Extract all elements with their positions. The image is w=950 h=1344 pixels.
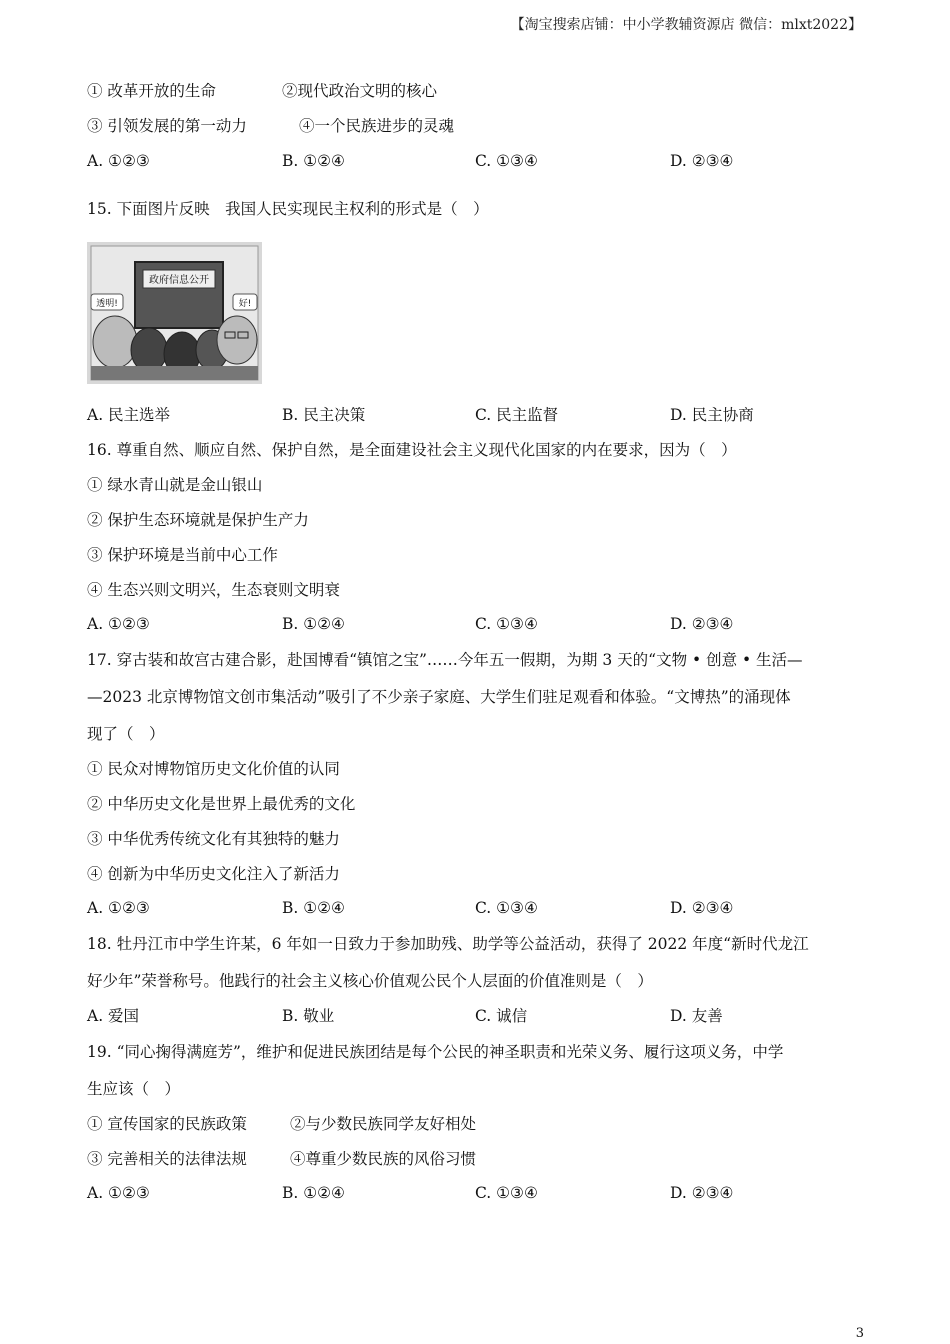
q14-item-3: ③ 引领发展的第一动力	[87, 117, 247, 135]
q14-item-1: ① 改革开放的生命	[87, 82, 216, 100]
q16-option-b[interactable]: B. ①②④	[282, 615, 345, 633]
q15-option-c[interactable]: C. 民主监督	[475, 406, 559, 424]
q19-item-row-2	[87, 1150, 477, 1168]
q16-stem: 16. 尊重自然、顺应自然、保护自然，是全面建设社会主义现代化国家的内在要求，因为（ ）	[87, 441, 737, 459]
q18-option-b[interactable]: B. 敬业	[282, 1007, 335, 1025]
q16-option-c[interactable]: C. ①③④	[475, 615, 538, 633]
q15-option-a[interactable]: A. 民主选举	[87, 406, 171, 424]
q19-item-2: ②与少数民族同学友好相处	[290, 1115, 477, 1133]
q14-item-row-1	[87, 82, 438, 100]
page-header: 【淘宝搜索店铺：中小学教辅资源店 微信：mlxt2022】	[510, 17, 862, 33]
q19-item-row-1	[87, 1115, 477, 1133]
q19-option-a[interactable]: A. ①②③	[87, 1184, 150, 1202]
q17-item-1: ① 民众对博物馆历史文化价值的认同	[87, 760, 340, 778]
q15-cartoon-image	[87, 242, 262, 384]
q19-option-d[interactable]: D. ②③④	[670, 1184, 734, 1202]
q17-option-b[interactable]: B. ①②④	[282, 899, 345, 917]
q17-item-4: ④ 创新为中华历史文化注入了新活力	[87, 865, 340, 883]
q17-stem-line-2: —2023 北京博物馆文创市集活动”吸引了不少亲子家庭、大学生们驻足观看和体验。“文博热”的涌现体	[87, 688, 791, 706]
q15-option-b[interactable]: B. 民主决策	[282, 406, 366, 424]
q17-item-3: ③ 中华优秀传统文化有其独特的魅力	[87, 830, 340, 848]
q14-item-2: ②现代政治文明的核心	[282, 82, 438, 100]
q19-stem-line-2: 生应该（ ）	[87, 1080, 181, 1098]
q16-item-2: ② 保护生态环境就是保护生产力	[87, 511, 309, 529]
bubble-right-text: 好!	[238, 299, 252, 309]
q18-option-a[interactable]: A. 爱国	[87, 1007, 140, 1025]
q14-item-4: ④一个民族进步的灵魂	[299, 117, 455, 135]
q14-option-d[interactable]: D. ②③④	[670, 152, 734, 170]
q16-option-a[interactable]: A. ①②③	[87, 615, 150, 633]
q18-stem-line-2: 好少年”荣誉称号。他践行的社会主义核心价值观公民个人层面的价值准则是（ ）	[87, 972, 653, 990]
q14-option-a[interactable]: A. ①②③	[87, 152, 150, 170]
q19-item-3: ③ 完善相关的法律法规	[87, 1150, 247, 1168]
q15-option-d[interactable]: D. 民主协商	[670, 406, 754, 424]
q19-option-b[interactable]: B. ①②④	[282, 1184, 345, 1202]
q16-option-d[interactable]: D. ②③④	[670, 615, 734, 633]
q17-option-a[interactable]: A. ①②③	[87, 899, 150, 917]
q17-item-2: ② 中华历史文化是世界上最优秀的文化	[87, 795, 356, 813]
q19-option-c[interactable]: C. ①③④	[475, 1184, 538, 1202]
q17-stem-line-3: 现了（ ）	[87, 725, 165, 743]
q17-option-c[interactable]: C. ①③④	[475, 899, 538, 917]
q14-option-c[interactable]: C. ①③④	[475, 152, 538, 170]
q19-item-4: ④尊重少数民族的风俗习惯	[290, 1150, 477, 1168]
bubble-left-text: 透明!	[96, 299, 118, 309]
q18-option-d[interactable]: D. 友善	[670, 1007, 723, 1025]
q17-stem-line-1: 17. 穿古装和故宫古建合影，赴国博看“镇馆之宝”……今年五一假期，为期 3 天的“文物 • 创意 • 生活—	[87, 651, 803, 669]
q16-item-3: ③ 保护环境是当前中心工作	[87, 546, 278, 564]
q16-item-4: ④ 生态兴则文明兴，生态衰则文明衰	[87, 581, 340, 599]
q15-stem: 15. 下面图片反映 我国人民实现民主权利的形式是（ ）	[87, 200, 489, 218]
q16-item-1: ① 绿水青山就是金山银山	[87, 476, 263, 494]
q14-item-row-2	[87, 117, 455, 135]
page-number: 3	[855, 1326, 864, 1341]
q19-item-1: ① 宣传国家的民族政策	[87, 1115, 247, 1133]
q17-option-d[interactable]: D. ②③④	[670, 899, 734, 917]
board-text: 政府信息公开	[149, 275, 209, 286]
q18-option-c[interactable]: C. 诚信	[475, 1007, 528, 1025]
cartoon-illustration	[87, 242, 262, 384]
q14-option-b[interactable]: B. ①②④	[282, 152, 345, 170]
q18-stem-line-1: 18. 牡丹江市中学生许某，6 年如一日致力于参加助残、助学等公益活动，获得了 2022 年度“新时代龙江	[87, 935, 809, 953]
q19-stem-line-1: 19. “同心掬得满庭芳”，维护和促进民族团结是每个公民的神圣职责和光荣义务、履行这项义务，中学	[87, 1043, 784, 1061]
